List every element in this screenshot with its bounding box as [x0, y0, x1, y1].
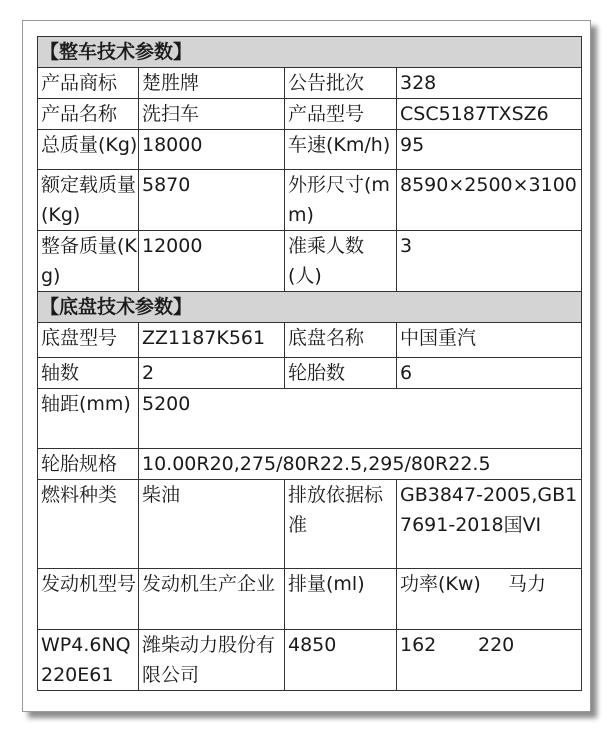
speed-value: 95 — [397, 130, 582, 170]
emission-value: GB3847-2005,GB17691-2018国VI — [397, 480, 582, 569]
table-row — [38, 170, 582, 231]
curb-mass-label: 整备质量(Kg) — [38, 231, 139, 292]
rated-load-label: 额定载质量(Kg) — [38, 170, 139, 231]
tires-value: 6 — [397, 358, 582, 389]
power-value: 162 — [400, 634, 437, 656]
engine-model-value: WP4.6NQ220E61 — [38, 630, 139, 691]
table-row — [38, 323, 582, 358]
batch-label: 公告批次 — [285, 68, 397, 99]
engine-header-row — [38, 569, 582, 630]
table-row — [38, 449, 582, 480]
axles-value: 2 — [139, 358, 285, 389]
power-horsepower-label — [397, 569, 582, 630]
wheelbase-value: 5200 — [139, 389, 582, 449]
curb-mass-value: 12000 — [139, 231, 285, 292]
product-model-label: 产品型号 — [285, 99, 397, 130]
horsepower-label: 马力 — [508, 573, 547, 595]
section-header-vehicle: 【整车技术参数】 — [38, 37, 582, 68]
fuel-label: 燃料种类 — [38, 480, 139, 569]
spec-sheet-frame — [22, 20, 591, 712]
displacement-label: 排量(ml) — [285, 569, 397, 630]
horsepower-value: 220 — [478, 634, 515, 656]
axles-label: 轴数 — [38, 358, 139, 389]
section-header-chassis: 【底盘技术参数】 — [38, 292, 582, 323]
engine-maker-value: 潍柴动力股份有限公司 — [139, 630, 285, 691]
product-name-value: 洗扫车 — [139, 99, 285, 130]
spec-table — [37, 36, 582, 691]
total-mass-value: 18000 — [139, 130, 285, 170]
chassis-model-label: 底盘型号 — [38, 323, 139, 358]
chassis-model-value: ZZ1187K561 — [139, 323, 285, 358]
tire-spec-label: 轮胎规格 — [38, 449, 139, 480]
table-row — [38, 389, 582, 449]
engine-maker-label: 发动机生产企业 — [139, 569, 285, 630]
dimensions-label: 外形尺寸(mm) — [285, 170, 397, 231]
wheelbase-label: 轴距(mm) — [38, 389, 139, 449]
tire-spec-value: 10.00R20,275/80R22.5,295/80R22.5 — [139, 449, 582, 480]
table-row — [38, 358, 582, 389]
chassis-name-value: 中国重汽 — [397, 323, 582, 358]
engine-model-label: 发动机型号 — [38, 569, 139, 630]
table-row — [38, 99, 582, 130]
table-row — [38, 130, 582, 170]
section-row-vehicle — [38, 37, 582, 68]
speed-label — [285, 130, 397, 170]
chassis-name-label: 底盘名称 — [285, 323, 397, 358]
power-horsepower-value — [397, 630, 582, 691]
rated-load-value: 5870 — [139, 170, 285, 231]
table-row — [38, 68, 582, 99]
total-mass-label-text: 总质量(Kg) — [41, 134, 138, 156]
dimensions-value: 8590×2500×3100 — [397, 170, 582, 231]
section-row-chassis — [38, 292, 582, 323]
speed-label-text: 车速(Km/h) — [288, 134, 391, 156]
table-row — [38, 480, 582, 569]
passengers-label: 准乘人数(人) — [285, 231, 397, 292]
emission-label: 排放依据标准 — [285, 480, 397, 569]
power-label: 功率(Kw) — [400, 573, 481, 595]
brand-label: 产品商标 — [38, 68, 139, 99]
passengers-value: 3 — [397, 231, 582, 292]
brand-value: 楚胜牌 — [139, 68, 285, 99]
product-model-value: CSC5187TXSZ6 — [397, 99, 582, 130]
fuel-value: 柴油 — [139, 480, 285, 569]
displacement-value: 4850 — [285, 630, 397, 691]
total-mass-label — [38, 130, 139, 170]
batch-value: 328 — [397, 68, 582, 99]
tires-label: 轮胎数 — [285, 358, 397, 389]
product-name-label: 产品名称 — [38, 99, 139, 130]
engine-value-row — [38, 630, 582, 691]
table-row — [38, 231, 582, 292]
